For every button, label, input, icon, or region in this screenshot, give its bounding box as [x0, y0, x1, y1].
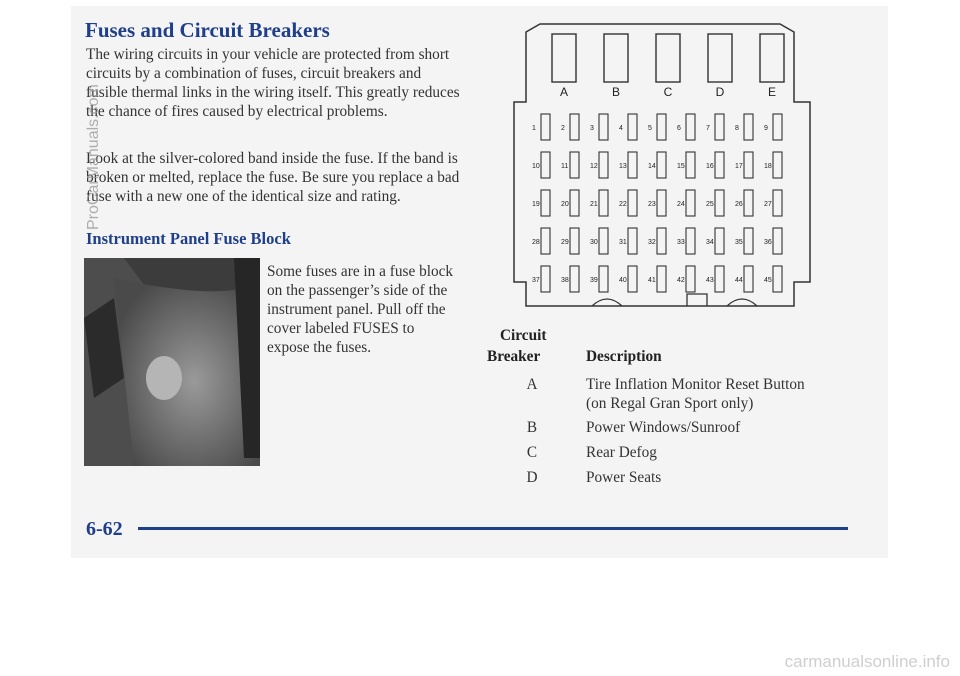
fuse-number-label: 39 [590, 277, 598, 284]
fuse-slot [570, 152, 579, 178]
page-number: 6-62 [86, 518, 123, 540]
fuse-number-label: 22 [619, 201, 627, 208]
fuse-number-label: 25 [706, 201, 714, 208]
circuit-breaker-label: C [663, 85, 673, 99]
table-row [0, 443, 960, 463]
fuse-slot [541, 190, 550, 216]
table-row [0, 418, 960, 438]
fuse-number-label: 38 [561, 277, 569, 284]
fuse-slot [628, 190, 637, 216]
circuit-breaker-label: A [559, 85, 569, 99]
fuse-slot [657, 228, 666, 254]
fuse-slot [744, 266, 753, 292]
fuse-number-label: 34 [706, 239, 714, 246]
table-header-description: Description [586, 348, 662, 365]
fuse-number-label: 31 [619, 239, 627, 246]
fuse-slot [686, 152, 695, 178]
fuse-slot [715, 114, 724, 140]
fuse-slot [686, 114, 695, 140]
fuse-number-label: 11 [561, 163, 569, 170]
fuse-number-label: 28 [532, 239, 540, 246]
fuse-number-label: 41 [648, 277, 656, 284]
fuse-slot [744, 152, 753, 178]
circuit-breaker-slot [604, 34, 628, 82]
fuse-number-label: 30 [590, 239, 598, 246]
fuse-number-label: 45 [764, 277, 772, 284]
page-rule [138, 527, 848, 530]
circuit-breaker-slot [708, 34, 732, 82]
fuse-slot [686, 228, 695, 254]
fuse-number-label: 40 [619, 277, 627, 284]
table-header-breaker: Breaker [487, 348, 541, 365]
fuse-slot [657, 190, 666, 216]
fuse-number-label: 24 [677, 201, 685, 208]
table-row [0, 375, 960, 415]
breaker-description: Rear Defog [586, 444, 657, 461]
fuse-slot [628, 266, 637, 292]
breaker-code: D [526, 469, 538, 486]
fuse-number-label: 10 [532, 163, 540, 170]
fuse-number-label: 32 [648, 239, 656, 246]
fuse-slot [773, 152, 782, 178]
circuit-breaker-label: B [611, 85, 621, 99]
circuit-breaker-slot [760, 34, 784, 82]
fuse-number-label: 4 [619, 125, 623, 132]
fuse-number-label: 27 [764, 201, 772, 208]
fuse-number-label: 20 [561, 201, 569, 208]
watermark-text: ProCarManuals.com [85, 84, 102, 230]
fuse-number-label: 36 [764, 239, 772, 246]
fuse-slot [599, 266, 608, 292]
breaker-description: Power Seats [586, 469, 662, 486]
fuse-number-label: 26 [735, 201, 743, 208]
fuse-slot [599, 114, 608, 140]
breaker-description: Tire Inflation Monitor Reset Button [586, 376, 805, 393]
fuse-slot [628, 228, 637, 254]
fuse-slot [541, 152, 550, 178]
fuse-block-diagram [512, 20, 812, 310]
fuse-slot [599, 190, 608, 216]
table-header-circuit: Circuit [500, 327, 547, 344]
fuse-number-label: 8 [735, 125, 739, 132]
fuse-slot [773, 228, 782, 254]
fuse-number-label: 9 [764, 125, 768, 132]
fuse-number-label: 14 [648, 163, 656, 170]
fuse-number-label: 5 [648, 125, 652, 132]
fuse-number-label: 44 [735, 277, 743, 284]
fuse-number-label: 33 [677, 239, 685, 246]
fuse-slot [715, 190, 724, 216]
fuse-slot [570, 266, 579, 292]
fuse-slot [541, 266, 550, 292]
fuse-slot [570, 190, 579, 216]
table-row [0, 468, 960, 488]
fuse-slot [773, 266, 782, 292]
intro-paragraph: The wiring circuits in your vehicle are protected from short circuits by a combination of fuses, circuit breakers and fusible thermal links in the wiring itself. This greatly reduces the chance of fires caused by electrical problems. [86, 46, 460, 120]
fuse-number-label: 37 [532, 277, 540, 284]
fuse-number-label: 13 [619, 163, 627, 170]
fuse-number-label: 2 [561, 125, 565, 132]
fuse-slot [541, 228, 550, 254]
circuit-breaker-label: D [715, 85, 725, 99]
fuse-number-label: 23 [648, 201, 656, 208]
fuse-slot [628, 114, 637, 140]
fuse-slot [628, 152, 637, 178]
breaker-description-note: (on Regal Gran Sport only) [586, 395, 754, 412]
fuse-slot [715, 152, 724, 178]
fuse-slot [599, 228, 608, 254]
fuse-block-location-text: Some fuses are in a fuse block on the passenger’s side of the instrument panel. Pull off the cover labeled FUSES to expose the fuses. [267, 263, 454, 356]
circuit-breaker-label: E [767, 85, 777, 99]
footer-site-text: carmanualsonline.info [784, 652, 950, 671]
fuse-check-paragraph: Look at the silver-colored band inside the fuse. If the band is broken or melted, replace the fuse. Be sure you replace a bad fuse with a new one of the identical size and rating. [86, 150, 460, 205]
fuse-number-label: 21 [590, 201, 598, 208]
fuse-number-label: 3 [590, 125, 594, 132]
subsection-title: Instrument Panel Fuse Block [86, 229, 291, 248]
circuit-breaker-slot [552, 34, 576, 82]
fuse-slot [570, 114, 579, 140]
fuse-slot [686, 190, 695, 216]
fuse-number-label: 35 [735, 239, 743, 246]
fuse-slot [657, 266, 666, 292]
section-title: Fuses and Circuit Breakers [85, 18, 330, 42]
fuse-slot [570, 228, 579, 254]
fuse-number-label: 7 [706, 125, 710, 132]
fuse-slot [773, 114, 782, 140]
fuse-number-label: 16 [706, 163, 714, 170]
breaker-code: C [526, 444, 538, 461]
fuse-slot [744, 114, 753, 140]
fuse-slot [599, 152, 608, 178]
breaker-description: Power Windows/Sunroof [586, 419, 741, 436]
breaker-code: A [526, 376, 538, 393]
fuse-slot [715, 266, 724, 292]
fuse-slot [541, 114, 550, 140]
fuse-slot [686, 266, 695, 292]
fuse-number-label: 12 [590, 163, 598, 170]
fuse-slot [744, 190, 753, 216]
fuse-number-label: 43 [706, 277, 714, 284]
fuse-number-label: 1 [532, 125, 536, 132]
fuse-number-label: 15 [677, 163, 685, 170]
fuse-slot [744, 228, 753, 254]
fuse-slot [773, 190, 782, 216]
fuse-number-label: 18 [764, 163, 772, 170]
fuse-slot [657, 114, 666, 140]
fuse-slot [657, 152, 666, 178]
fuse-slot [715, 228, 724, 254]
breaker-code: B [526, 419, 538, 436]
fuse-number-label: 42 [677, 277, 685, 284]
fuse-number-label: 17 [735, 163, 743, 170]
fuse-number-label: 29 [561, 239, 569, 246]
fuse-number-label: 6 [677, 125, 681, 132]
fuse-number-label: 19 [532, 201, 540, 208]
circuit-breaker-slot [656, 34, 680, 82]
